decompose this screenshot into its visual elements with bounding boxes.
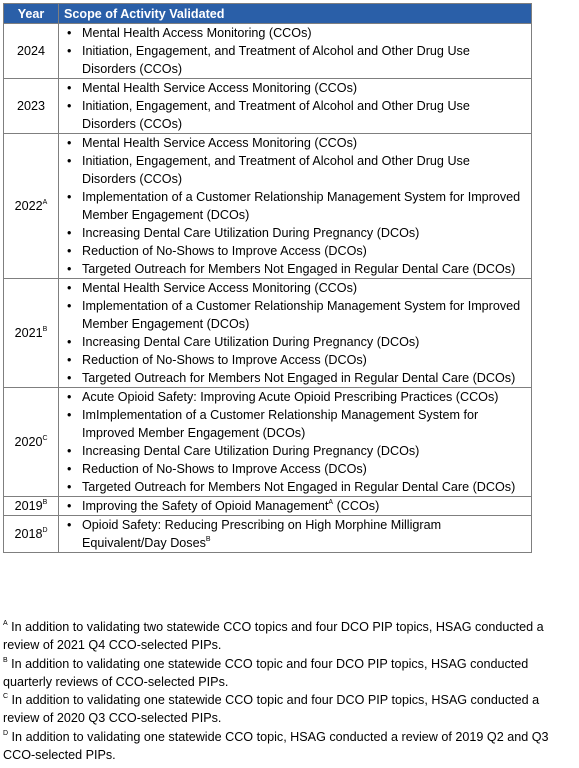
list-item bbox=[59, 478, 527, 496]
scope-cell bbox=[59, 497, 532, 516]
list-item bbox=[59, 351, 527, 369]
scope-item-text: Mental Health Access Monitoring (CCOs) bbox=[82, 26, 312, 40]
header-year: Year bbox=[4, 4, 59, 24]
footnote-text: In addition to validating one statewide CCO topic, HSAG conducted a review of 2019 Q2 and Q3 CCO-selected PIPs. bbox=[3, 729, 549, 763]
scope-item-text: Reduction of No-Shows to Improve Access (DCOs) bbox=[82, 244, 367, 258]
list-item bbox=[59, 260, 527, 278]
year-label: 2019 bbox=[14, 499, 43, 513]
scope-item-text: Opioid Safety: Reducing Prescribing on High Morphine Milligram Equivalent/Day Doses bbox=[82, 518, 442, 550]
scope-item-text: Mental Health Service Access Monitoring (CCOs) bbox=[82, 281, 358, 295]
list-item bbox=[59, 188, 527, 224]
list-item bbox=[59, 406, 527, 442]
item-footnote-mark: B bbox=[205, 536, 211, 543]
list-item bbox=[59, 516, 527, 552]
scope-list bbox=[59, 388, 527, 496]
table-row bbox=[4, 24, 532, 79]
table-row bbox=[4, 388, 532, 497]
scope-list bbox=[59, 279, 527, 387]
scope-cell bbox=[59, 134, 532, 279]
year-cell bbox=[4, 279, 59, 388]
year-footnote-mark: B bbox=[42, 326, 48, 333]
list-item bbox=[59, 388, 527, 406]
scope-item-text: Implementation of a Customer Relationship Management System for Improved Member Engagement (DCOs) bbox=[82, 299, 521, 331]
footnote-text: In addition to validating one statewide CCO topic and four DCO PIP topics, HSAG conducted a review of 2020 Q3 CCO-selected PIPs. bbox=[3, 693, 540, 726]
list-item bbox=[59, 79, 527, 97]
list-item bbox=[59, 442, 527, 460]
scope-item-text: Initiation, Engagement, and Treatment of Alcohol and Other Drug Use Disorders (CCOs) bbox=[82, 154, 470, 186]
year-label: 2021 bbox=[14, 326, 43, 340]
footnote bbox=[3, 728, 577, 765]
table-header-row bbox=[4, 4, 532, 24]
scope-item-text: Reduction of No-Shows to Improve Access (DCOs) bbox=[82, 353, 367, 367]
footnote bbox=[3, 618, 577, 655]
list-item bbox=[59, 24, 527, 42]
pip-validation-table bbox=[3, 3, 532, 553]
scope-list bbox=[59, 79, 527, 133]
year-label: 2024 bbox=[16, 44, 46, 58]
list-item bbox=[59, 297, 527, 333]
item-footnote-mark: A bbox=[328, 499, 334, 506]
header-scope: Scope of Activity Validated bbox=[59, 4, 532, 24]
list-item bbox=[59, 152, 527, 188]
scope-item-text: Increasing Dental Care Utilization During Pregnancy (DCOs) bbox=[82, 335, 420, 349]
list-item bbox=[59, 42, 527, 78]
footnotes bbox=[3, 618, 577, 764]
table-row bbox=[4, 279, 532, 388]
year-footnote-mark: C bbox=[42, 435, 48, 442]
year-cell bbox=[4, 134, 59, 279]
scope-item-text: Initiation, Engagement, and Treatment of Alcohol and Other Drug Use Disorders (CCOs) bbox=[82, 44, 470, 76]
list-item bbox=[59, 333, 527, 351]
scope-item-text: Implementation of a Customer Relationship Management System for Improved Member Engagement (DCOs) bbox=[82, 190, 521, 222]
scope-item-text: Mental Health Service Access Monitoring (CCOs) bbox=[82, 136, 358, 150]
footnote-mark: B bbox=[3, 656, 8, 664]
scope-cell bbox=[59, 388, 532, 497]
table-row bbox=[4, 79, 532, 134]
scope-cell bbox=[59, 79, 532, 134]
list-item bbox=[59, 134, 527, 152]
list-item bbox=[59, 224, 527, 242]
year-cell bbox=[4, 516, 59, 553]
scope-item-text: Targeted Outreach for Members Not Engaged in Regular Dental Care (DCOs) bbox=[82, 480, 516, 494]
footnote-text: In addition to validating two statewide CCO topics and four DCO PIP topics, HSAG conducted a review of 2021 Q4 CCO-selected PIPs. bbox=[3, 620, 544, 653]
year-label: 2022 bbox=[14, 199, 43, 213]
year-cell bbox=[4, 388, 59, 497]
footnote bbox=[3, 655, 577, 692]
scope-item-text: Increasing Dental Care Utilization During Pregnancy (DCOs) bbox=[82, 226, 420, 240]
table-row bbox=[4, 134, 532, 279]
scope-item-text: Reduction of No-Shows to Improve Access (DCOs) bbox=[82, 462, 367, 476]
table-row bbox=[4, 516, 532, 553]
year-cell bbox=[4, 497, 59, 516]
list-item bbox=[59, 369, 527, 387]
scope-cell bbox=[59, 516, 532, 553]
year-cell bbox=[4, 24, 59, 79]
year-footnote-mark: B bbox=[42, 499, 48, 506]
list-item bbox=[59, 460, 527, 478]
footnote-mark: C bbox=[3, 693, 9, 701]
list-item bbox=[59, 97, 527, 133]
footnote bbox=[3, 691, 577, 728]
scope-item-text: Improving the Safety of Opioid Management bbox=[82, 499, 329, 513]
scope-item-suffix: (CCOs) bbox=[333, 499, 380, 513]
scope-list bbox=[59, 516, 527, 552]
scope-item-text: Targeted Outreach for Members Not Engaged in Regular Dental Care (DCOs) bbox=[82, 262, 516, 276]
scope-cell bbox=[59, 279, 532, 388]
year-label: 2018 bbox=[14, 527, 43, 541]
scope-list bbox=[59, 134, 527, 278]
scope-list bbox=[59, 24, 527, 78]
scope-list bbox=[59, 497, 527, 515]
scope-cell bbox=[59, 24, 532, 79]
list-item bbox=[59, 497, 527, 515]
table-row bbox=[4, 497, 532, 516]
scope-item-text: Increasing Dental Care Utilization During Pregnancy (DCOs) bbox=[82, 444, 420, 458]
list-item bbox=[59, 242, 527, 260]
year-footnote-mark: D bbox=[42, 527, 48, 534]
scope-item-text: Initiation, Engagement, and Treatment of Alcohol and Other Drug Use Disorders (CCOs) bbox=[82, 99, 470, 131]
year-label: 2020 bbox=[14, 435, 43, 449]
scope-item-text: Targeted Outreach for Members Not Engaged in Regular Dental Care (DCOs) bbox=[82, 371, 516, 385]
scope-item-text: Mental Health Service Access Monitoring (CCOs) bbox=[82, 81, 358, 95]
year-cell bbox=[4, 79, 59, 134]
list-item bbox=[59, 279, 527, 297]
year-footnote-mark: A bbox=[42, 199, 48, 206]
footnote-text: In addition to validating one statewide CCO topic and four DCO PIP topics, HSAG conducted quarterly reviews of CCO-selected PIPs. bbox=[3, 656, 529, 689]
footnote-mark: D bbox=[3, 729, 9, 737]
footnote-mark: A bbox=[3, 620, 8, 627]
year-label: 2023 bbox=[16, 99, 46, 113]
scope-item-text: ImImplementation of a Customer Relationship Management System for Improved Member Engagement (DCOs) bbox=[82, 408, 479, 440]
scope-item-text: Acute Opioid Safety: Improving Acute Opioid Prescribing Practices (CCOs) bbox=[82, 390, 499, 404]
